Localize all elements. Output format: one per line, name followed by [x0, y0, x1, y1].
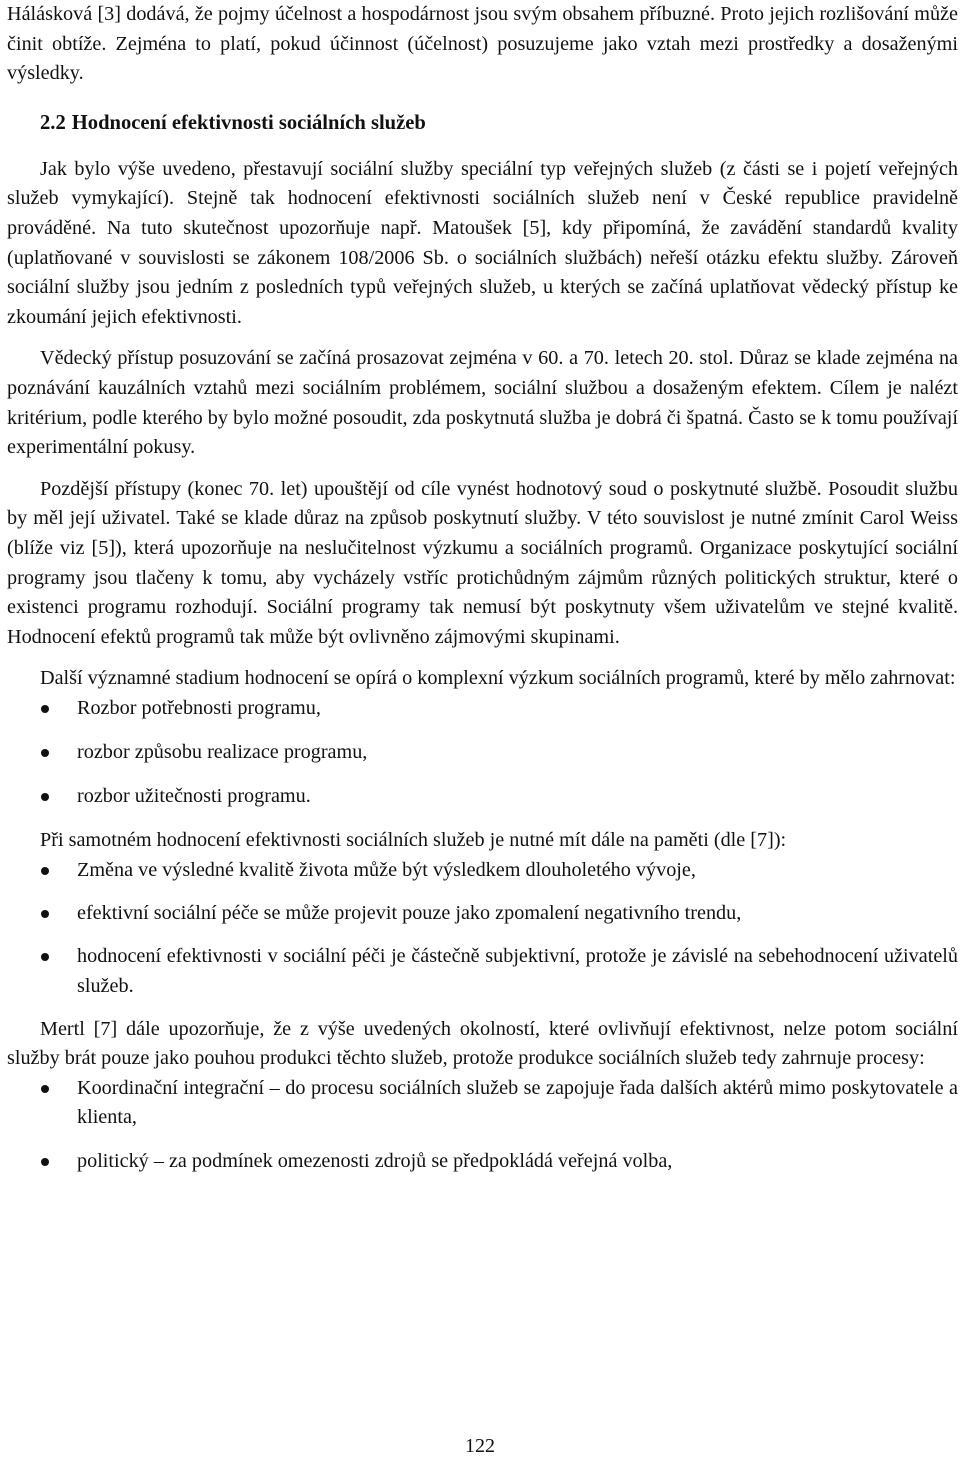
section-number: 2.2: [40, 111, 66, 134]
bullet-icon: [41, 910, 49, 918]
bullet-list-processes: [7, 1074, 958, 1176]
list-item-text: hodnocení efektivnosti v sociální péči je částečně subjektivní, protože je závislé na sebehodnocení uživatelů služeb.: [77, 944, 958, 997]
list-item: [7, 899, 958, 929]
list-item: [7, 694, 958, 724]
bullet-icon: [41, 867, 49, 875]
paragraph-complex-research: Další významné stadium hodnocení se opírá o komplexní výzkum sociálních programů, které by mělo zahrnovat:: [40, 667, 956, 690]
bullet-icon: [41, 1085, 49, 1093]
list-item: [7, 782, 958, 812]
list-item-text: Rozbor potřebnosti programu,: [77, 696, 321, 719]
list-item: [7, 942, 958, 1001]
bullet-icon: [41, 749, 49, 757]
list-item: [7, 1074, 958, 1133]
document-page: [7, 0, 958, 1190]
bullet-list-analyses: [7, 694, 958, 812]
list-item: [7, 1147, 958, 1177]
paragraph-public-services: Jak bylo výše uvedeno, přestavují sociální služby speciální typ veřejných služeb (z části se i pojetí veřejných služeb vymykající). Stejně tak hodnocení efektivnosti sociálních služeb není v České republice pravidelně prováděné. Na tuto skutečnost upozorňuje např. Matoušek [5], kdy připomíná, že zavádění standardů kvality (uplatňované v souvislosti se zákonem 108/2006 Sb. o sociálních službách) neřeší otázku efektu služby. Zároveň sociální služby jsou jedním z posledních typů veřejných služeb, u kterých se začíná uplatňovat vědecký přístup ke zkoumání jejich efektivnosti.: [7, 157, 958, 328]
list-item-text: politický – za podmínek omezenosti zdrojů se předpokládá veřejná volba,: [77, 1149, 673, 1172]
paragraph-scientific-approach: Vědecký přístup posuzování se začíná prosazovat zejména v 60. a 70. letech 20. stol. Důraz se klade zejména na poznávání kauzálních vztahů mezi sociálním problémem, sociální službou a dosaženým efektem. Cílem je nalézt kritérium, podle kterého by bylo možné posoudit, zda poskytnutá služba je dobrá či špatná. Často se k tomu používají experimentální pokusy.: [7, 347, 958, 459]
paragraph-evaluation-memory: Při samotném hodnocení efektivnosti sociálních služeb je nutné mít dále na paměti (dle [7]):: [40, 829, 787, 852]
bullet-icon: [41, 793, 49, 801]
list-item-text: efektivní sociální péče se může projevit pouze jako zpomalení negativního trendu,: [77, 901, 742, 924]
bullet-icon: [41, 953, 49, 961]
list-item-text: rozbor způsobu realizace programu,: [77, 740, 368, 763]
list-item: [7, 738, 958, 768]
list-item-text: Koordinační integrační – do procesu sociálních služeb se zapojuje řada dalších aktérů mimo poskytovatele a klienta,: [77, 1076, 958, 1129]
bullet-icon: [41, 705, 49, 713]
paragraph-intro: Hálásková [3] dodává, že pojmy účelnost a hospodárnost jsou svým obsahem příbuzné. Proto jejich rozlišování může činit obtíže. Zejména to platí, pokud účinnost (účelnost) posuzujeme jako vztah mezi prostředky a dosaženými výsledky.: [7, 3, 958, 85]
paragraph-later-approaches: Pozdější přístupy (konec 70. let) upouštějí od cíle vynést hodnotový soud o poskytnuté službě. Posoudit službu by měl její uživatel. Také se klade důraz na způsob poskytnutí služby. V této souvislost je nutné zmínit Carol Weiss (blíže viz [5]), která upozorňuje na neslučitelnost výzkumu a sociálních programů. Organizace poskytující sociální programy jsou tlačeny k tomu, aby vycházely vstříc protichůdným zájmům různých politických struktur, které o existenci programu rozhodují. Sociální programy tak nemusí být poskytnuty všem uživatelům ve stejné kvalitě. Hodnocení efektů programů tak může být ovlivněno zájmovými skupinami.: [7, 477, 958, 648]
page-number: 122: [465, 1435, 495, 1457]
paragraph-mertl: Mertl [7] dále upozorňuje, že z výše uvedených okolností, které ovlivňují efektivnost, nelze potom sociální služby brát pouze jako pouhou produkci těchto služeb, protože produkce sociálních služeb tedy zahrnuje procesy:: [7, 1017, 958, 1070]
bullet-icon: [41, 1158, 49, 1166]
list-item-text: rozbor užitečnosti programu.: [77, 785, 311, 808]
list-item-text: Změna ve výsledné kvalitě života může být výsledkem dlouholetého vývoje,: [77, 858, 696, 881]
bullet-list-considerations: [7, 856, 958, 1001]
section-title: Hodnocení efektivnosti sociálních služeb: [71, 111, 426, 134]
list-item: [7, 856, 958, 886]
section-heading: [40, 109, 958, 137]
